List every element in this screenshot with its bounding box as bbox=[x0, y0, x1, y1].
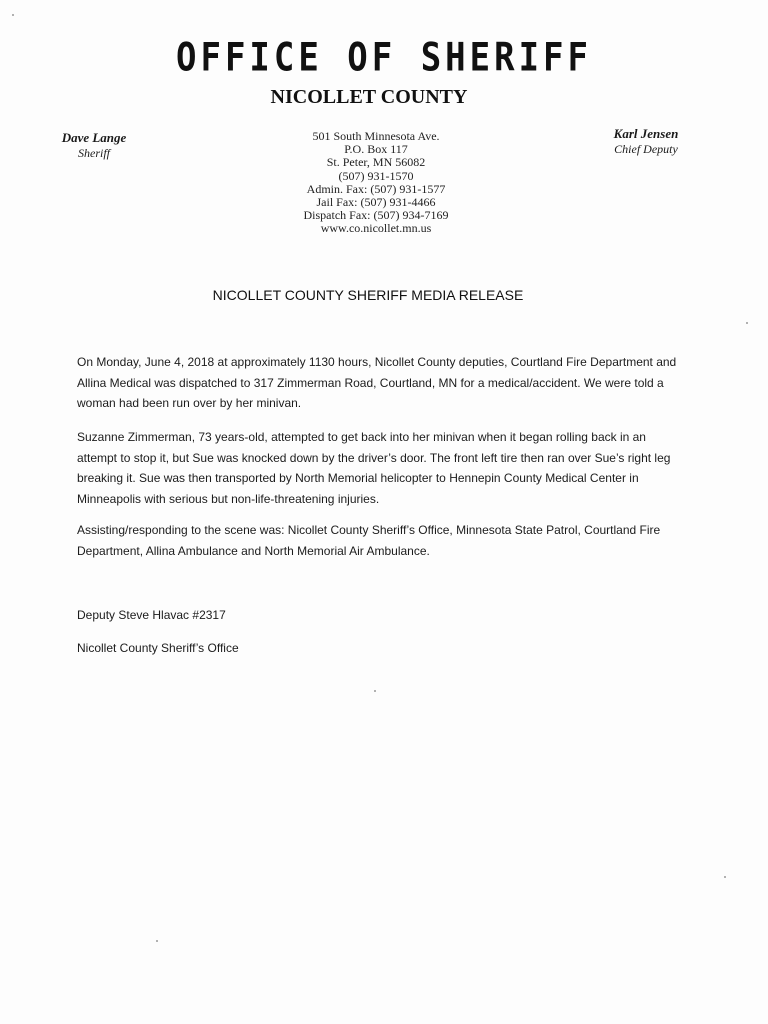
address-po-box: P.O. Box 117 bbox=[344, 142, 408, 157]
scan-speck bbox=[746, 322, 748, 324]
address-city: St. Peter, MN 56082 bbox=[326, 155, 426, 170]
address-block bbox=[256, 130, 496, 236]
scan-speck bbox=[156, 940, 158, 942]
chief-deputy-role: Chief Deputy bbox=[614, 142, 678, 156]
letterhead-title: OFFICE OF SHERIFF bbox=[176, 35, 592, 81]
sheriff-block bbox=[58, 130, 130, 161]
address-street: 501 South Minnesota Ave. bbox=[312, 129, 440, 143]
chief-deputy-block bbox=[608, 126, 684, 157]
address-jail-fax: Jail Fax: (507) 931-4466 bbox=[316, 195, 436, 210]
address-website: www.co.nicollet.mn.us bbox=[320, 221, 432, 236]
release-paragraph-1: On Monday, June 4, 2018 at approximately 1130 hours, Nicollet County deputies, Courtland Fire Department and Allina Medical was dispatched to 317 Zimmerman Road, Courtland, MN for a medical/accident. We were told a woman had been run over by her minivan. bbox=[77, 355, 677, 410]
scan-speck bbox=[374, 690, 376, 692]
sheriff-role: Sheriff bbox=[78, 146, 110, 160]
release-paragraph-2: Suzanne Zimmerman, 73 years-old, attempted to get back into her minivan when it began rolling back in an attempt to stop it, but Sue was knocked down by the driver’s door. The front left tire then ran over Sue’s right leg breaking it. Sue was then transported by North Memorial helicopter to Hennepin County Medical Center in Minneapolis with serious but non-life-threatening injuries. bbox=[77, 430, 671, 506]
sheriff-name: Dave Lange bbox=[61, 130, 127, 145]
release-paragraph-3: Assisting/responding to the scene was: Nicollet County Sheriff’s Office, Minnesota State Patrol, Courtland Fire Department, Allina Ambulance and North Memorial Air Ambulance. bbox=[77, 523, 661, 558]
release-title: NICOLLET COUNTY SHERIFF MEDIA RELEASE bbox=[212, 287, 524, 303]
scan-speck bbox=[12, 14, 14, 16]
letterhead-subtitle: NICOLLET COUNTY bbox=[270, 86, 468, 108]
chief-deputy-name: Karl Jensen bbox=[613, 126, 679, 141]
signature-office: Nicollet County Sheriff’s Office bbox=[77, 641, 239, 655]
address-admin-fax: Admin. Fax: (507) 931-1577 bbox=[306, 181, 446, 196]
scan-speck bbox=[724, 876, 726, 878]
address-dispatch-fax: Dispatch Fax: (507) 934-7169 bbox=[303, 208, 449, 223]
signature-name: Deputy Steve Hlavac #2317 bbox=[77, 608, 226, 622]
address-phone: (507) 931-1570 bbox=[338, 168, 414, 183]
